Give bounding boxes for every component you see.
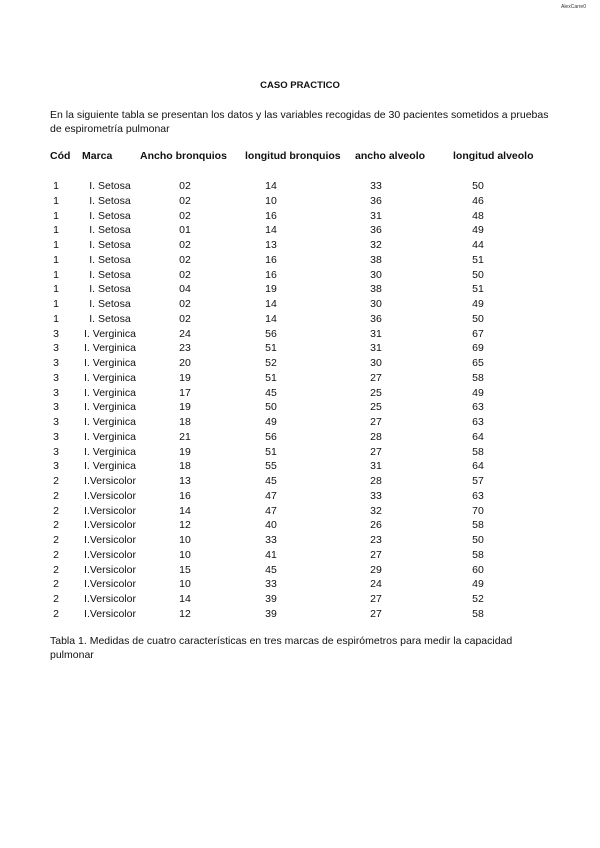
cell-ancho-alveolo: 33 <box>370 489 382 502</box>
cell-longitud-bronquios: 39 <box>265 607 277 620</box>
cell-marca: I.Versicolor <box>84 563 136 576</box>
cell-cod: 1 <box>53 253 59 266</box>
cell-marca: I.Versicolor <box>84 489 136 502</box>
cell-longitud-alveolo: 64 <box>472 460 484 473</box>
cell-ancho-bronquios: 02 <box>179 268 191 281</box>
cell-ancho-bronquios: 19 <box>179 401 191 414</box>
cell-cod: 3 <box>53 357 59 369</box>
cell-marca: I. Verginica <box>84 445 136 458</box>
cell-ancho-bronquios: 12 <box>179 519 191 532</box>
cell-ancho-alveolo: 27 <box>370 593 382 605</box>
table-row <box>0 593 600 608</box>
cell-cod: 2 <box>53 489 59 502</box>
cell-cod: 2 <box>53 534 59 546</box>
cell-longitud-alveolo: 58 <box>472 445 484 458</box>
table-row <box>0 505 600 520</box>
cell-ancho-alveolo: 26 <box>370 519 382 532</box>
cell-cod: 2 <box>53 475 59 487</box>
cell-ancho-alveolo: 31 <box>370 342 382 355</box>
cell-longitud-bronquios: 16 <box>265 268 277 281</box>
cell-marca: I. Setosa <box>89 298 131 310</box>
cell-cod: 3 <box>53 386 59 399</box>
cell-marca: I.Versicolor <box>84 548 136 561</box>
table-row <box>0 608 600 623</box>
cell-longitud-bronquios: 45 <box>265 386 277 399</box>
table-row <box>0 342 600 357</box>
table-row <box>0 416 600 431</box>
cell-marca: I. Setosa <box>89 268 131 281</box>
cell-cod: 3 <box>53 342 59 355</box>
cell-ancho-bronquios: 18 <box>179 416 191 428</box>
cell-ancho-bronquios: 21 <box>179 430 191 443</box>
cell-cod: 3 <box>53 371 59 384</box>
cell-ancho-bronquios: 02 <box>179 209 191 222</box>
cell-marca: I. Setosa <box>89 224 131 237</box>
table-row <box>0 372 600 387</box>
cell-cod: 1 <box>53 194 59 207</box>
cell-longitud-alveolo: 63 <box>472 489 484 502</box>
cell-longitud-bronquios: 40 <box>265 519 277 532</box>
cell-cod: 1 <box>53 298 59 310</box>
cell-longitud-bronquios: 56 <box>265 327 277 340</box>
header-ancho-alveolo: ancho alveolo <box>355 150 426 162</box>
cell-ancho-bronquios: 02 <box>179 312 191 325</box>
cell-longitud-alveolo: 49 <box>472 298 484 310</box>
table-row <box>0 283 600 298</box>
cell-ancho-alveolo: 28 <box>370 475 382 487</box>
cell-cod: 1 <box>53 283 59 296</box>
cell-ancho-bronquios: 02 <box>179 253 191 266</box>
table-row <box>0 357 600 372</box>
cell-longitud-alveolo: 49 <box>472 578 484 591</box>
cell-cod: 1 <box>53 180 59 192</box>
cell-longitud-alveolo: 69 <box>472 342 484 355</box>
cell-longitud-alveolo: 50 <box>472 268 484 281</box>
cell-longitud-bronquios: 51 <box>265 342 277 355</box>
cell-longitud-bronquios: 47 <box>265 504 277 517</box>
cell-cod: 3 <box>53 445 59 458</box>
cell-ancho-alveolo: 27 <box>370 371 382 384</box>
cell-ancho-bronquios: 14 <box>179 593 191 605</box>
cell-cod: 3 <box>53 460 59 473</box>
cell-longitud-bronquios: 14 <box>265 224 277 237</box>
cell-longitud-alveolo: 44 <box>472 239 484 251</box>
cell-ancho-bronquios: 19 <box>179 445 191 458</box>
author-watermark: AlexCarre0 <box>560 4 586 10</box>
table-row <box>0 475 600 490</box>
cell-marca: I. Verginica <box>84 386 136 399</box>
page-title: CASO PRACTICO <box>260 80 340 91</box>
cell-cod: 2 <box>53 593 59 605</box>
cell-ancho-bronquios: 14 <box>179 504 191 517</box>
cell-ancho-alveolo: 27 <box>370 416 382 428</box>
cell-ancho-alveolo: 38 <box>370 283 382 296</box>
cell-longitud-alveolo: 67 <box>472 327 484 340</box>
cell-ancho-alveolo: 32 <box>370 239 382 251</box>
cell-marca: I. Setosa <box>89 194 131 207</box>
cell-ancho-bronquios: 17 <box>179 386 191 399</box>
cell-marca: I. Setosa <box>89 209 131 222</box>
table-row <box>0 210 600 225</box>
cell-longitud-bronquios: 51 <box>265 445 277 458</box>
cell-ancho-bronquios: 04 <box>179 283 191 296</box>
cell-longitud-bronquios: 14 <box>265 312 277 325</box>
cell-longitud-alveolo: 64 <box>472 430 484 443</box>
cell-marca: I. Verginica <box>84 430 136 443</box>
cell-marca: I. Verginica <box>84 327 136 340</box>
cell-longitud-bronquios: 19 <box>265 283 277 296</box>
cell-longitud-alveolo: 60 <box>472 563 484 576</box>
cell-ancho-alveolo: 33 <box>370 180 382 192</box>
cell-longitud-bronquios: 49 <box>265 416 277 428</box>
header-longitud-bronquios: longitud bronquios <box>245 150 341 162</box>
cell-ancho-bronquios: 13 <box>179 475 191 487</box>
cell-longitud-bronquios: 45 <box>265 475 277 487</box>
cell-ancho-alveolo: 27 <box>370 607 382 620</box>
cell-longitud-alveolo: 58 <box>472 519 484 532</box>
cell-longitud-alveolo: 58 <box>472 548 484 561</box>
cell-ancho-alveolo: 24 <box>370 578 382 591</box>
table-row <box>0 298 600 313</box>
cell-ancho-bronquios: 20 <box>179 357 191 369</box>
cell-ancho-bronquios: 10 <box>179 534 191 546</box>
cell-marca: I. Verginica <box>84 401 136 414</box>
cell-cod: 3 <box>53 430 59 443</box>
cell-longitud-alveolo: 46 <box>472 194 484 207</box>
cell-longitud-alveolo: 58 <box>472 607 484 620</box>
table-row <box>0 254 600 269</box>
cell-ancho-alveolo: 31 <box>370 327 382 340</box>
table-row <box>0 269 600 284</box>
cell-ancho-alveolo: 29 <box>370 563 382 576</box>
cell-longitud-alveolo: 63 <box>472 416 484 428</box>
cell-ancho-bronquios: 10 <box>179 548 191 561</box>
cell-ancho-alveolo: 27 <box>370 445 382 458</box>
cell-longitud-bronquios: 47 <box>265 489 277 502</box>
cell-ancho-alveolo: 38 <box>370 253 382 266</box>
cell-longitud-alveolo: 49 <box>472 386 484 399</box>
cell-ancho-alveolo: 30 <box>370 268 382 281</box>
cell-marca: I. Setosa <box>89 253 131 266</box>
cell-cod: 3 <box>53 327 59 340</box>
cell-marca: I. Verginica <box>84 371 136 384</box>
cell-longitud-bronquios: 14 <box>265 298 277 310</box>
cell-cod: 1 <box>53 268 59 281</box>
cell-ancho-bronquios: 15 <box>179 563 191 576</box>
cell-longitud-bronquios: 33 <box>265 578 277 591</box>
cell-ancho-alveolo: 30 <box>370 298 382 310</box>
cell-longitud-bronquios: 33 <box>265 534 277 546</box>
cell-ancho-bronquios: 12 <box>179 607 191 620</box>
cell-ancho-alveolo: 28 <box>370 430 382 443</box>
cell-marca: I.Versicolor <box>84 578 136 591</box>
cell-ancho-alveolo: 30 <box>370 357 382 369</box>
cell-ancho-bronquios: 24 <box>179 327 191 340</box>
table-row <box>0 431 600 446</box>
table-row <box>0 519 600 534</box>
cell-cod: 2 <box>53 548 59 561</box>
cell-longitud-bronquios: 56 <box>265 430 277 443</box>
data-table <box>0 150 600 620</box>
cell-longitud-bronquios: 16 <box>265 253 277 266</box>
cell-cod: 2 <box>53 563 59 576</box>
intro-paragraph: En la siguiente tabla se presentan los datos y las variables recogidas de 30 pacientes sometidos a pruebas de espirometría pulmonar <box>50 109 549 135</box>
table-row <box>0 490 600 505</box>
cell-marca: I. Verginica <box>84 460 136 473</box>
cell-ancho-alveolo: 23 <box>370 534 382 546</box>
table-row <box>0 578 600 593</box>
cell-marca: I.Versicolor <box>84 475 136 487</box>
cell-marca: I. Setosa <box>89 312 131 325</box>
cell-cod: 1 <box>53 239 59 251</box>
cell-longitud-alveolo: 70 <box>472 504 484 517</box>
table-row <box>0 224 600 239</box>
cell-longitud-alveolo: 58 <box>472 371 484 384</box>
cell-longitud-bronquios: 39 <box>265 593 277 605</box>
table-row <box>0 239 600 254</box>
cell-ancho-bronquios: 18 <box>179 460 191 473</box>
cell-ancho-alveolo: 36 <box>370 312 382 325</box>
cell-longitud-bronquios: 50 <box>265 401 277 414</box>
cell-ancho-bronquios: 23 <box>179 342 191 355</box>
cell-ancho-alveolo: 36 <box>370 194 382 207</box>
table-row <box>0 534 600 549</box>
table-header-row <box>0 150 600 164</box>
cell-longitud-bronquios: 14 <box>265 180 277 192</box>
table-row <box>0 195 600 210</box>
table-row <box>0 460 600 475</box>
cell-ancho-alveolo: 25 <box>370 386 382 399</box>
cell-ancho-alveolo: 36 <box>370 224 382 237</box>
cell-longitud-alveolo: 50 <box>472 180 484 192</box>
cell-longitud-bronquios: 16 <box>265 209 277 222</box>
table-row <box>0 180 600 195</box>
cell-cod: 2 <box>53 504 59 517</box>
table-row <box>0 313 600 328</box>
cell-cod: 2 <box>53 607 59 620</box>
cell-marca: I.Versicolor <box>84 519 136 532</box>
cell-cod: 3 <box>53 401 59 414</box>
cell-ancho-bronquios: 02 <box>179 239 191 251</box>
cell-marca: I.Versicolor <box>84 504 136 517</box>
cell-longitud-alveolo: 50 <box>472 534 484 546</box>
table-row <box>0 549 600 564</box>
cell-marca: I. Setosa <box>89 239 131 251</box>
cell-marca: I. Setosa <box>89 283 131 296</box>
cell-cod: 2 <box>53 519 59 532</box>
cell-ancho-alveolo: 25 <box>370 401 382 414</box>
cell-ancho-bronquios: 02 <box>179 298 191 310</box>
cell-ancho-bronquios: 16 <box>179 489 191 502</box>
table-caption: Tabla 1. Medidas de cuatro características en tres marcas de espirómetros para medir la capacidad pulmonar <box>50 635 513 661</box>
cell-ancho-alveolo: 27 <box>370 548 382 561</box>
cell-longitud-alveolo: 50 <box>472 312 484 325</box>
cell-marca: I.Versicolor <box>84 593 136 605</box>
header-longitud-alveolo: longitud alveolo <box>453 150 534 162</box>
cell-longitud-alveolo: 51 <box>472 253 484 266</box>
cell-cod: 1 <box>53 224 59 237</box>
cell-longitud-alveolo: 63 <box>472 401 484 414</box>
cell-marca: I. Verginica <box>84 416 136 428</box>
cell-longitud-bronquios: 52 <box>265 357 277 369</box>
cell-ancho-alveolo: 31 <box>370 209 382 222</box>
cell-ancho-bronquios: 01 <box>179 224 191 237</box>
header-ancho-bronquios: Ancho bronquios <box>140 150 227 162</box>
cell-longitud-alveolo: 49 <box>472 224 484 237</box>
table-row <box>0 564 600 579</box>
table-row <box>0 387 600 402</box>
cell-longitud-bronquios: 55 <box>265 460 277 473</box>
cell-cod: 1 <box>53 312 59 325</box>
cell-marca: I. Verginica <box>84 357 136 369</box>
cell-longitud-bronquios: 41 <box>265 548 277 561</box>
cell-longitud-bronquios: 51 <box>265 371 277 384</box>
cell-ancho-alveolo: 32 <box>370 504 382 517</box>
cell-ancho-bronquios: 02 <box>179 180 191 192</box>
cell-longitud-bronquios: 13 <box>265 239 277 251</box>
cell-longitud-alveolo: 48 <box>472 209 484 222</box>
cell-longitud-alveolo: 57 <box>472 475 484 487</box>
table-body <box>0 180 600 623</box>
cell-ancho-bronquios: 10 <box>179 578 191 591</box>
table-row <box>0 401 600 416</box>
cell-cod: 2 <box>53 578 59 591</box>
cell-ancho-alveolo: 31 <box>370 460 382 473</box>
header-marca: Marca <box>82 150 113 162</box>
cell-cod: 3 <box>53 416 59 428</box>
cell-longitud-alveolo: 52 <box>472 593 484 605</box>
table-row <box>0 328 600 343</box>
cell-marca: I. Setosa <box>89 180 131 192</box>
cell-ancho-bronquios: 19 <box>179 371 191 384</box>
cell-marca: I.Versicolor <box>84 607 136 620</box>
cell-cod: 1 <box>53 209 59 222</box>
cell-longitud-bronquios: 10 <box>265 194 277 207</box>
table-row <box>0 446 600 461</box>
cell-marca: I. Verginica <box>84 342 136 355</box>
cell-ancho-bronquios: 02 <box>179 194 191 207</box>
cell-longitud-alveolo: 65 <box>472 357 484 369</box>
cell-longitud-alveolo: 51 <box>472 283 484 296</box>
cell-marca: I.Versicolor <box>84 534 136 546</box>
header-cod: Cód <box>50 150 71 162</box>
cell-longitud-bronquios: 45 <box>265 563 277 576</box>
